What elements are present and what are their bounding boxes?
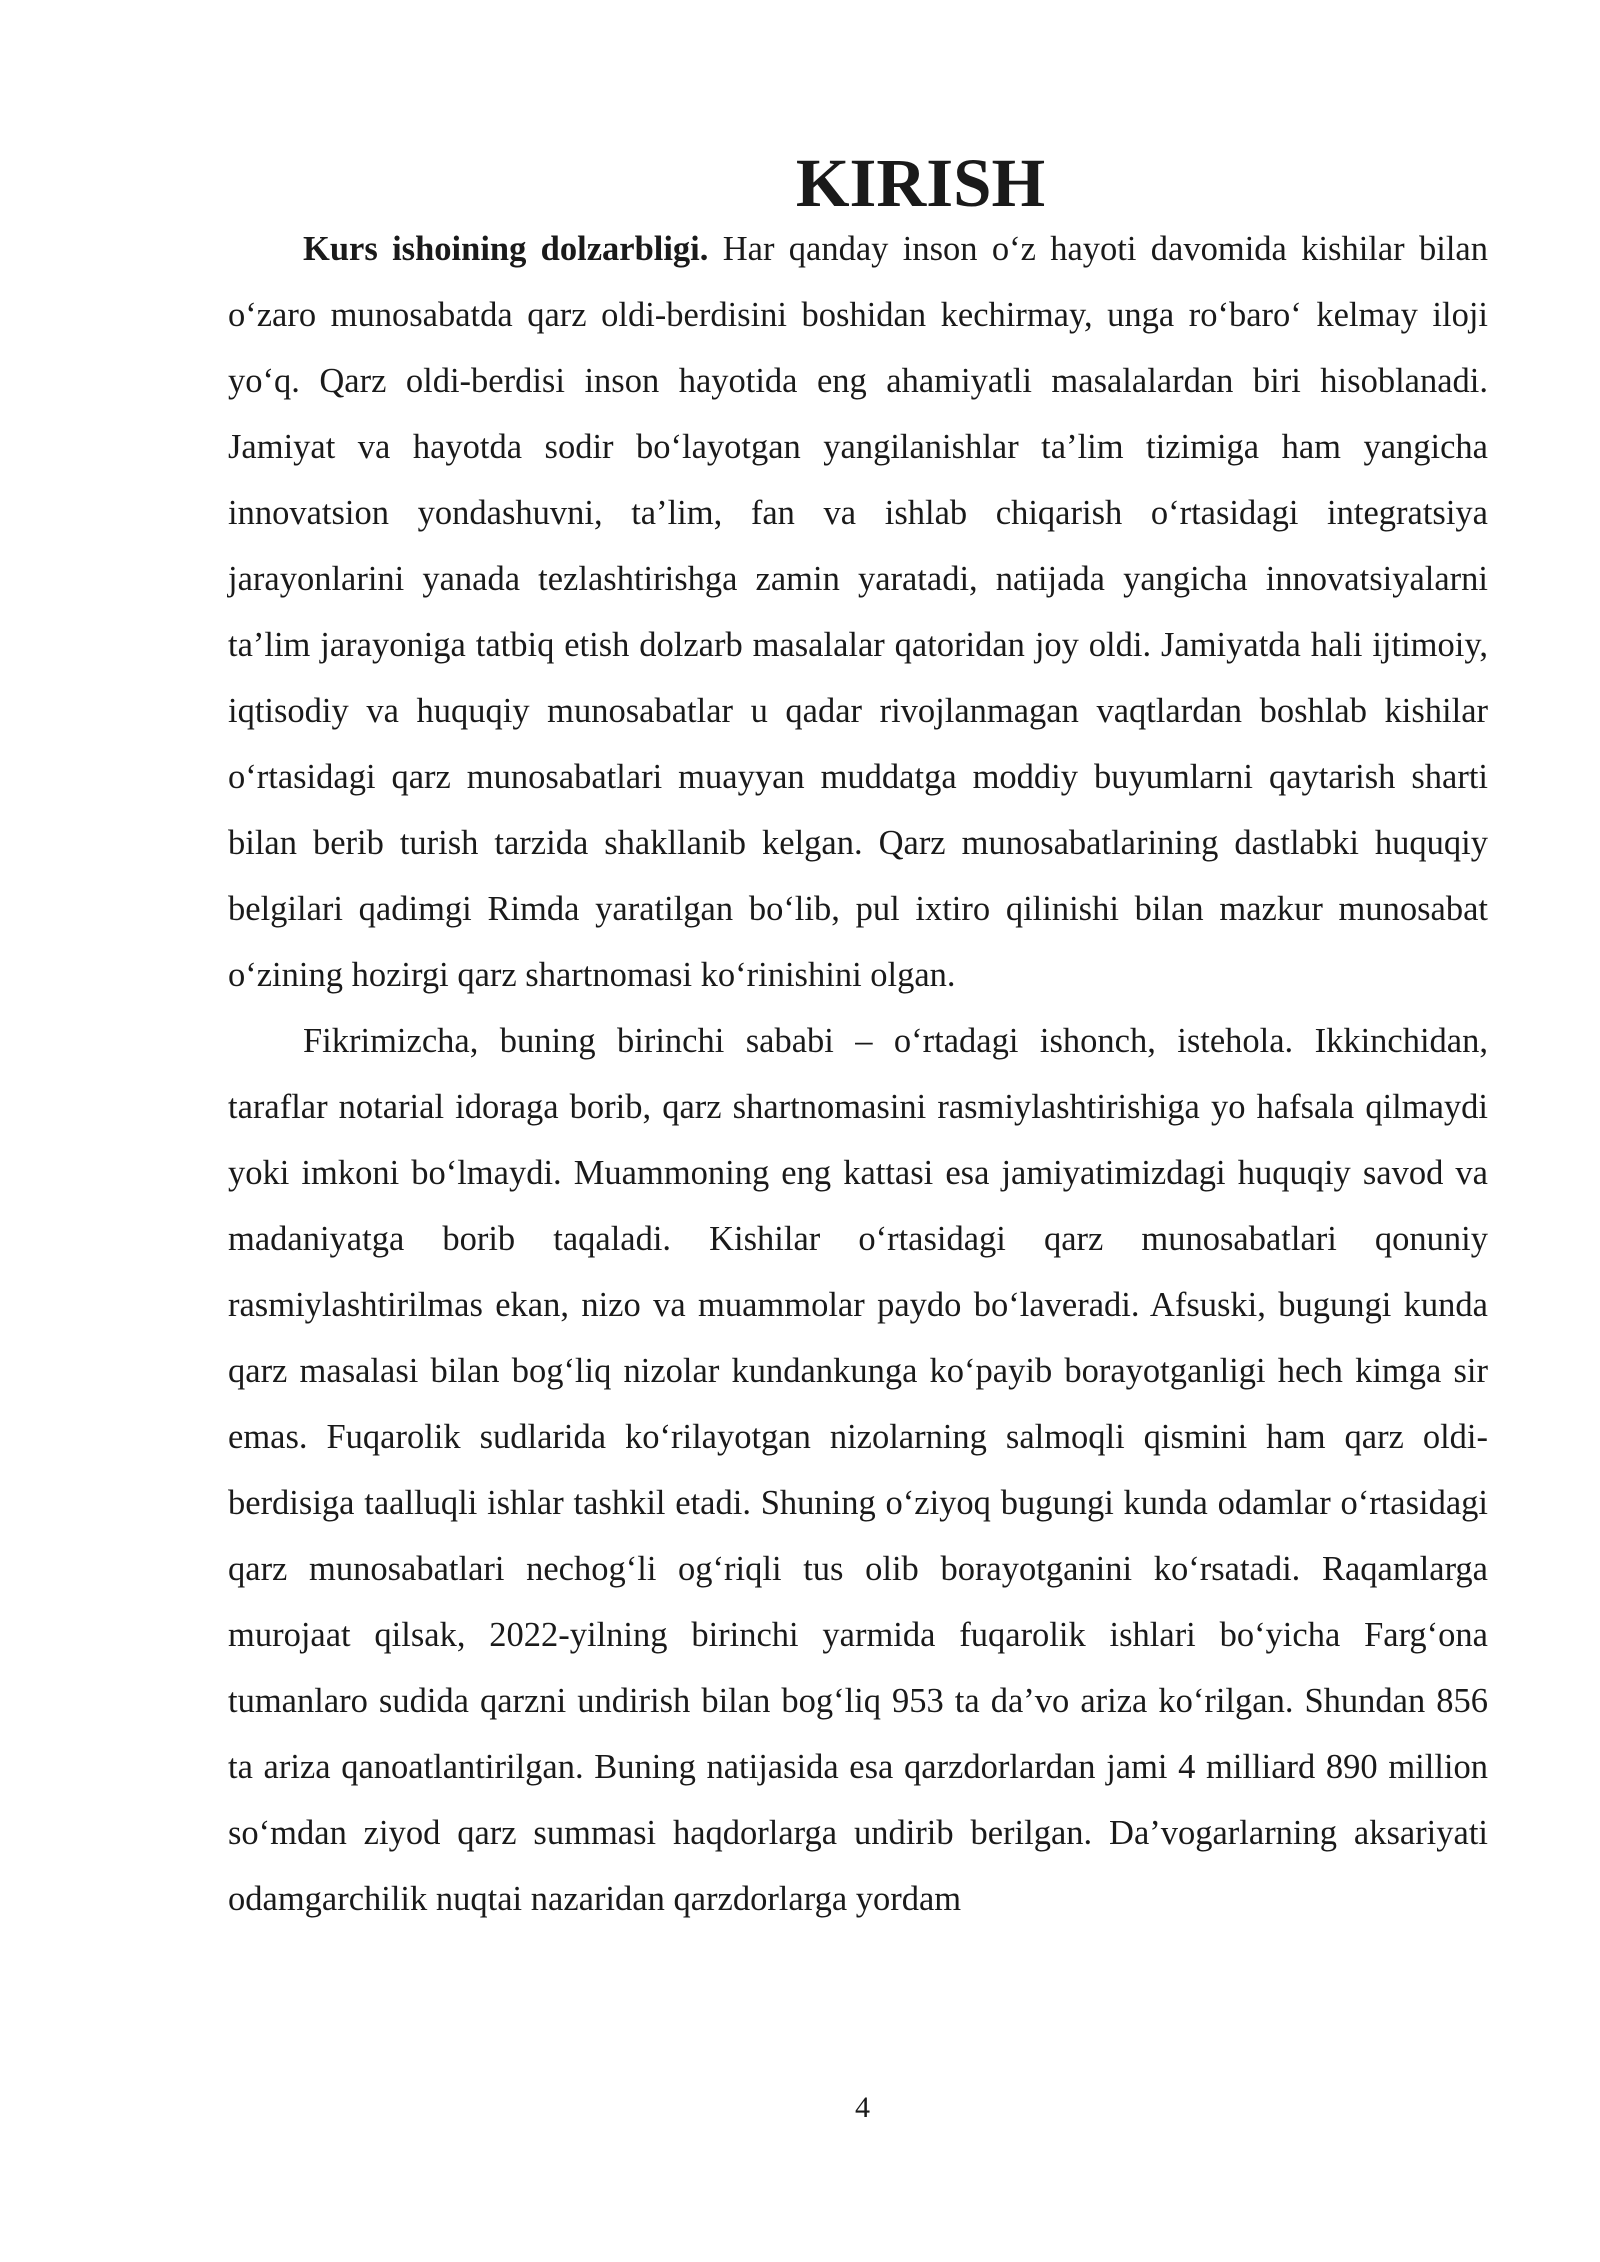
document-page <box>228 145 1488 1932</box>
page-heading: KIRISH <box>795 145 1046 221</box>
paragraph-1 <box>228 216 1488 1008</box>
paragraph-2 <box>228 1008 1488 1932</box>
paragraph-text: Fikrimizcha, buning birinchi sababi – o‘rtadagi ishonch, istehola. Ikkinchidan, taraflar notarial idoraga borib, qarz shartnomasini rasmiylashtirishiga yo hafsala qilmaydi yoki imkoni bo‘lmaydi. Muammoning eng kattasi esa jamiyatimizdagi huquqiy savod va madaniyatga borib taqaladi. Kishilar o‘rtasidagi qarz munosabatlari qonuniy rasmiylashtirilmas ekan, nizo va muammolar paydo bo‘laveradi. Afsuski, bugungi kunda qarz masalasi bilan bog‘liq nizolar kundankunga ko‘payib borayotganligi hech kimga sir emas. Fuqarolik sudlarida ko‘rilayotgan nizolarning salmoqli qismini ham qarz oldi-berdisiga taalluqli ishlar tashkil etadi. Shuning o‘ziyoq bugungi kunda odamlar o‘rtasidagi qarz munosabatlari nechog‘li og‘riqli tus olib borayotganini ko‘rsatadi. Raqamlarga murojaat qilsak, 2022-yilning birinchi yarmida fuqarolik ishlari bo‘yicha Farg‘ona tumanlaro sudida qarzni undirish bilan bog‘liq 953 ta da’vo ariza ko‘rilgan. Shundan 856 ta ariza qanoatlantirilgan. Buning natijasida esa qarzdorlardan jami 4 milliard 890 million so‘mdan ziyod qarz summasi haqdorlarga undirib berilgan. Da’vogarlarning aksariyati odamgarchilik nuqtai nazaridan qarzdorlarga yordam <box>228 1022 1488 1918</box>
paragraph-text: Har qanday inson o‘z hayoti davomida kishilar bilan o‘zaro munosabatda qarz oldi-berdisini boshidan kechirmay, unga ro‘baro‘ kelmay iloji yo‘q. Qarz oldi-berdisi inson hayotida eng ahamiyatli masalalardan biri hisoblanadi. Jamiyat va hayotda sodir bo‘layotgan yangilanishlar ta’lim tizimiga ham yangicha innovatsion yondashuvni, ta’lim, fan va ishlab chiqarish o‘rtasidagi integratsiya jarayonlarini yanada tezlashtirishga zamin yaratadi, natijada yangicha innovatsiyalarni ta’lim jarayoniga tatbiq etish dolzarb masalalar qatoridan joy oldi. Jamiyatda hali ijtimoiy, iqtisodiy va huquqiy munosabatlar u qadar rivojlanmagan vaqtlardan boshlab kishilar o‘rtasidagi qarz munosabatlari muayyan muddatga moddiy buyumlarni qaytarish sharti bilan berib turish tarzida shakllanib kelgan. Qarz munosabatlarining dastlabki huquqiy belgilari qadimgi Rimda yaratilgan bo‘lib, pul ixtiro qilinishi bilan mazkur munosabat o‘zining hozirgi qarz shartnomasi ko‘rinishini olgan. <box>228 230 1488 994</box>
paragraph-lead: Kurs ishoining dolzarbligi. <box>303 230 709 268</box>
page-number: 4 <box>855 2091 870 2124</box>
